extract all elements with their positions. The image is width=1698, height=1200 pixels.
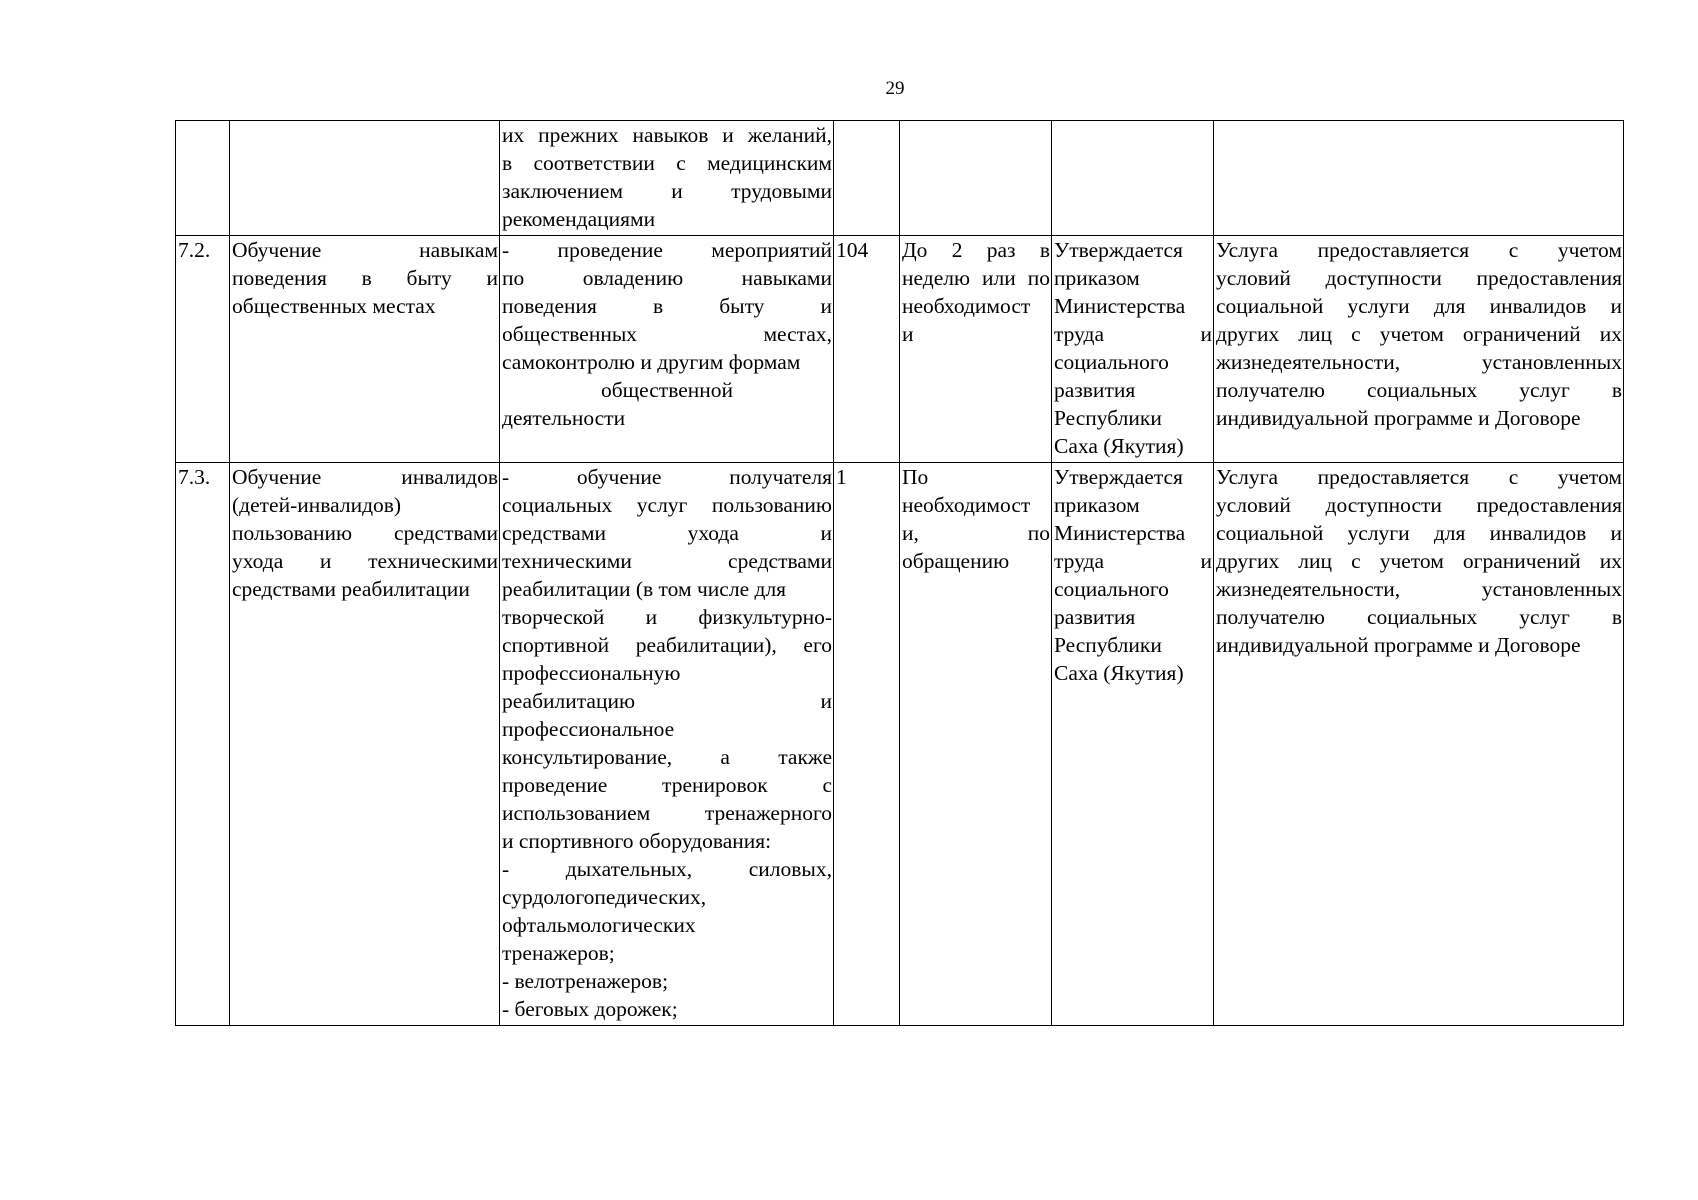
service-number-cell	[176, 121, 230, 236]
conditions-line: индивидуальной программе и Договоре	[1216, 633, 1581, 657]
name-line: поведения в быту и	[232, 266, 498, 290]
name-line: Обучение навыкам	[232, 238, 498, 262]
service-volume-cell: 104	[834, 236, 900, 463]
tariff-line: приказом	[1054, 266, 1140, 290]
service-tariff-cell	[1052, 121, 1214, 236]
description-line: - обучение получателя	[502, 465, 832, 489]
table-body	[176, 121, 1624, 1026]
conditions-line: получателю социальных услуг в	[1216, 378, 1622, 402]
conditions-line: условий доступности предоставления	[1216, 493, 1622, 517]
periodicity-line: неделю или по	[902, 266, 1050, 290]
table-row	[176, 463, 1624, 1026]
tariff-line: Саха (Якутия)	[1054, 661, 1184, 685]
service-periodicity-cell	[900, 236, 1052, 463]
description-line: их прежних навыков и желаний,	[502, 123, 832, 147]
description-line: рекомендациями	[502, 207, 656, 231]
service-description-cell	[500, 463, 834, 1026]
description-line: проведение тренировок с	[502, 773, 832, 797]
tariff-line: развития	[1054, 605, 1136, 629]
description-line: средствами ухода и	[502, 521, 832, 545]
description-line: и спортивного оборудования:	[502, 829, 772, 853]
description-line: реабилитацию и	[502, 689, 832, 713]
description-line: общественной	[600, 378, 734, 402]
conditions-line: индивидуальной программе и Договоре	[1216, 406, 1581, 430]
service-description-cell	[500, 236, 834, 463]
tariff-line: социального	[1054, 350, 1169, 374]
description-line: - беговых дорожек;	[502, 997, 678, 1021]
service-periodicity-cell	[900, 463, 1052, 1026]
name-line: ухода и техническими	[232, 549, 498, 573]
tariff-line: Министерства	[1054, 294, 1186, 318]
tariff-line: Утверждается	[1054, 465, 1183, 489]
tariff-line: Министерства	[1054, 521, 1186, 545]
description-line: профессиональное	[502, 717, 675, 741]
table-row	[176, 121, 1624, 236]
periodicity-line: необходимост	[902, 294, 1031, 318]
description-line: профессиональную	[502, 661, 681, 685]
description-line: социальных услуг пользованию	[502, 493, 832, 517]
tariff-line: труда и	[1054, 549, 1212, 573]
periodicity-line: и	[902, 322, 914, 346]
service-periodicity-cell	[900, 121, 1052, 236]
periodicity-line: необходимост	[902, 493, 1031, 517]
description-line: в соответствии с медицинским	[502, 151, 832, 175]
service-volume-cell	[834, 121, 900, 236]
conditions-line: жизнедеятельности, установленных	[1216, 350, 1622, 374]
service-tariff-cell	[1052, 236, 1214, 463]
conditions-line: условий доступности предоставления	[1216, 266, 1622, 290]
description-line: деятельности	[502, 406, 626, 430]
name-line: средствами реабилитации	[232, 577, 470, 601]
name-line: общественных местах	[232, 294, 436, 318]
page-number: 29	[885, 78, 905, 99]
table-row	[176, 236, 1624, 463]
conditions-line: других лиц с учетом ограничений их	[1216, 322, 1622, 346]
description-line: тренажеров;	[502, 941, 615, 965]
conditions-line: Услуга предоставляется с учетом	[1216, 238, 1622, 262]
periodicity-line: обращению	[902, 549, 1010, 573]
service-name-cell	[230, 236, 500, 463]
services-table	[175, 120, 1624, 1026]
description-line: использованием тренажерного	[502, 801, 832, 825]
description-line: сурдологопедических,	[502, 885, 707, 909]
conditions-line: социальной услуги для инвалидов и	[1216, 294, 1622, 318]
conditions-line: жизнедеятельности, установленных	[1216, 577, 1622, 601]
description-line: заключением и трудовыми	[502, 179, 832, 203]
description-line: - велотренажеров;	[502, 969, 669, 993]
description-line: спортивной реабилитации), его	[502, 633, 832, 657]
tariff-line: Саха (Якутия)	[1054, 434, 1184, 458]
name-line: (детей-инвалидов)	[232, 493, 402, 517]
periodicity-line: По	[902, 465, 929, 489]
service-tariff-cell	[1052, 463, 1214, 1026]
description-line: офтальмологических	[502, 913, 696, 937]
conditions-line: социальной услуги для инвалидов и	[1216, 521, 1622, 545]
name-line: пользованию средствами	[232, 521, 498, 545]
description-line: консультирование, а также	[502, 745, 832, 769]
service-name-cell	[230, 121, 500, 236]
conditions-line: других лиц с учетом ограничений их	[1216, 549, 1622, 573]
periodicity-line: и, по	[902, 521, 1050, 545]
tariff-line: Республики	[1054, 406, 1162, 430]
description-line: - проведение мероприятий	[502, 238, 832, 262]
conditions-line: Услуга предоставляется с учетом	[1216, 465, 1622, 489]
tariff-line: развития	[1054, 378, 1136, 402]
service-name-cell	[230, 463, 500, 1026]
description-line: общественных местах,	[502, 322, 832, 346]
name-line: Обучение инвалидов	[232, 465, 498, 489]
service-description-cell	[500, 121, 834, 236]
periodicity-line: До 2 раз в	[902, 238, 1050, 262]
service-conditions-cell	[1214, 463, 1624, 1026]
description-line: самоконтролю и другим формам	[502, 350, 801, 374]
service-conditions-cell	[1214, 236, 1624, 463]
tariff-line: Утверждается	[1054, 238, 1183, 262]
service-conditions-cell	[1214, 121, 1624, 236]
service-number-cell: 7.3.	[176, 463, 230, 1026]
tariff-line: Республики	[1054, 633, 1162, 657]
tariff-line: социального	[1054, 577, 1169, 601]
description-line: - дыхательных, силовых,	[502, 857, 832, 881]
description-line: реабилитации (в том числе для	[502, 577, 787, 601]
description-line: техническими средствами	[502, 549, 832, 573]
tariff-line: труда и	[1054, 322, 1212, 346]
description-line: по овладению навыками	[502, 266, 832, 290]
description-line: творческой и физкультурно-	[502, 605, 832, 629]
service-volume-cell: 1	[834, 463, 900, 1026]
conditions-line: получателю социальных услуг в	[1216, 605, 1622, 629]
tariff-line: приказом	[1054, 493, 1140, 517]
service-number-cell: 7.2.	[176, 236, 230, 463]
description-line: поведения в быту и	[502, 294, 832, 318]
